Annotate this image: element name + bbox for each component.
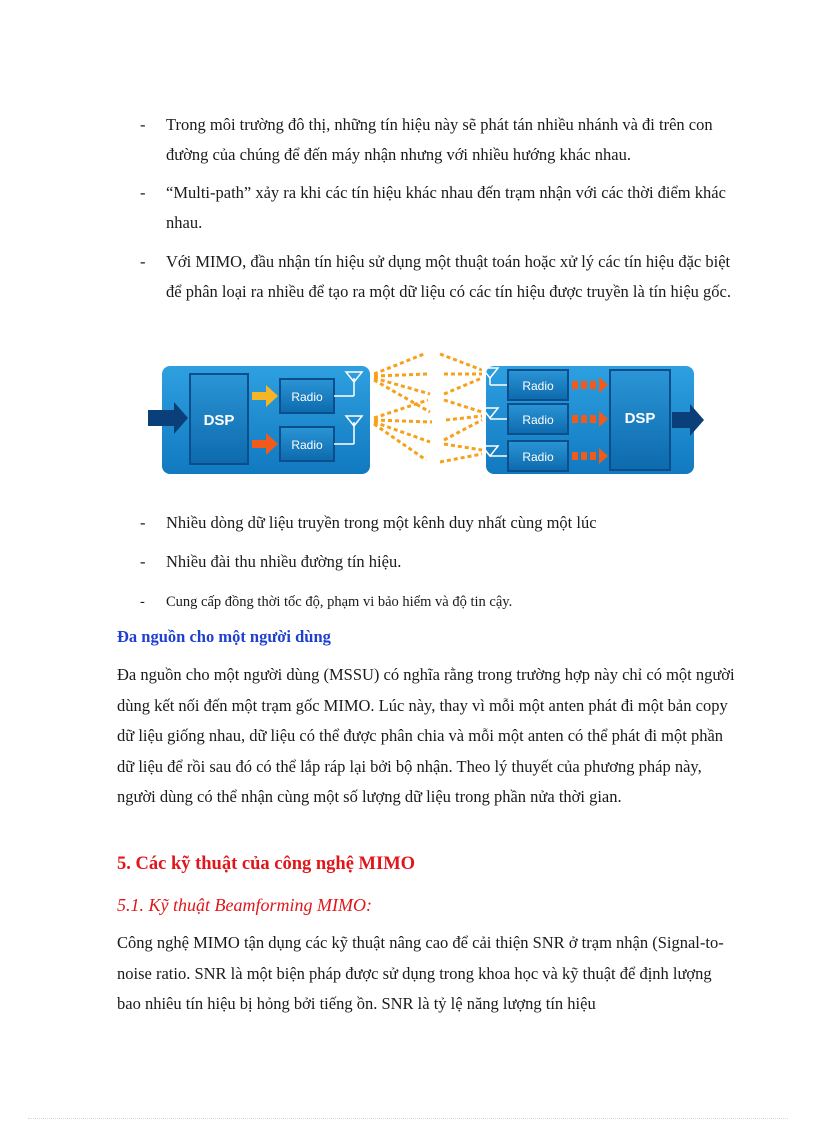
bullet-dash: - [140,552,146,571]
list-item-text: “Multi-path” xảy ra khi các tín hiệu khác nhau đến trạm nhận với các thời điểm khác nhau. [166,183,726,232]
rx-radio-label: Radio [522,413,554,427]
list-item [140,508,740,538]
list-item [140,110,740,170]
list-item-text: Nhiều dòng dữ liệu truyền trong một kênh duy nhất cùng một lúc [166,513,597,532]
rx-radio-label: Radio [522,450,554,464]
bullet-dash: - [140,252,146,271]
paragraph-mssu: Đa nguồn cho một người dùng (MSSU) có nghĩa rằng trong trường hợp này chỉ có một người dùng kết nối đến một trạm gốc MIMO. Lúc này, thay vì mỗi một anten phát đi một bản copy dữ liệu giống nhau, dữ liệu có thể được phân chia và mỗi một anten có thể phát đi một phần dữ liệu để rồi sau đó có thể lắp ráp lại bởi bộ nhận. Theo lý thuyết của phương pháp này, người dùng có thể nhận cùng một số lượng dữ liệu trong phần nửa thời gian. [117,665,735,806]
signal-beams [374,354,482,462]
subsection-heading: 5.1. Kỹ thuật Beamforming MIMO: [117,895,372,915]
list-item [140,547,740,577]
list-item-text: Nhiều đài thu nhiều đường tín hiệu. [166,552,402,571]
list-item-text: Trong môi trường đô thị, những tín hiệu này sẽ phát tán nhiều nhánh và đi trên con đường của chúng để đến máy nhận nhưng với nhiều hướng khác nhau. [166,115,713,164]
bullet-dash: - [140,183,146,202]
list-item-text: Với MIMO, đầu nhận tín hiệu sử dụng một thuật toán hoặc xử lý các tín hiệu đặc biệt để phân loại ra nhiều để tạo ra một dữ liệu có các tín hiệu được truyền là tín hiệu gốc. [166,252,731,301]
section-heading: 5. Các kỹ thuật của công nghệ MIMO [117,854,416,874]
bullet-dash: - [140,513,146,532]
mimo-diagram [148,352,708,482]
rx-dsp-label: DSP [624,410,656,427]
list-item [140,178,740,238]
paragraph-beamforming: Công nghệ MIMO tận dụng các kỹ thuật nâng cao để cải thiện SNR ở trạm nhận (Signal-to-noise ratio. SNR là một biện pháp được sử dụng trong khoa học và kỹ thuật để định lượng bao nhiêu tín hiệu bị hỏng bởi tiếng ồn. SNR là tỷ lệ năng lượng tín hiệu [117,933,724,1013]
tx-dsp-label: DSP [203,412,235,429]
subheading: Đa nguồn cho một người dùng [117,627,331,646]
list-item [140,587,740,617]
tx-radio-label: Radio [291,438,323,452]
rx-radio-label: Radio [522,379,554,393]
list-item-text: Cung cấp đồng thời tốc độ, phạm vi bảo hiểm và độ tin cậy. [166,594,513,610]
tx-radio-label: Radio [291,390,323,404]
bullet-dash: - [140,594,145,610]
list-item [140,247,740,307]
page-bottom-divider [28,1118,788,1119]
bullet-dash: - [140,115,146,134]
